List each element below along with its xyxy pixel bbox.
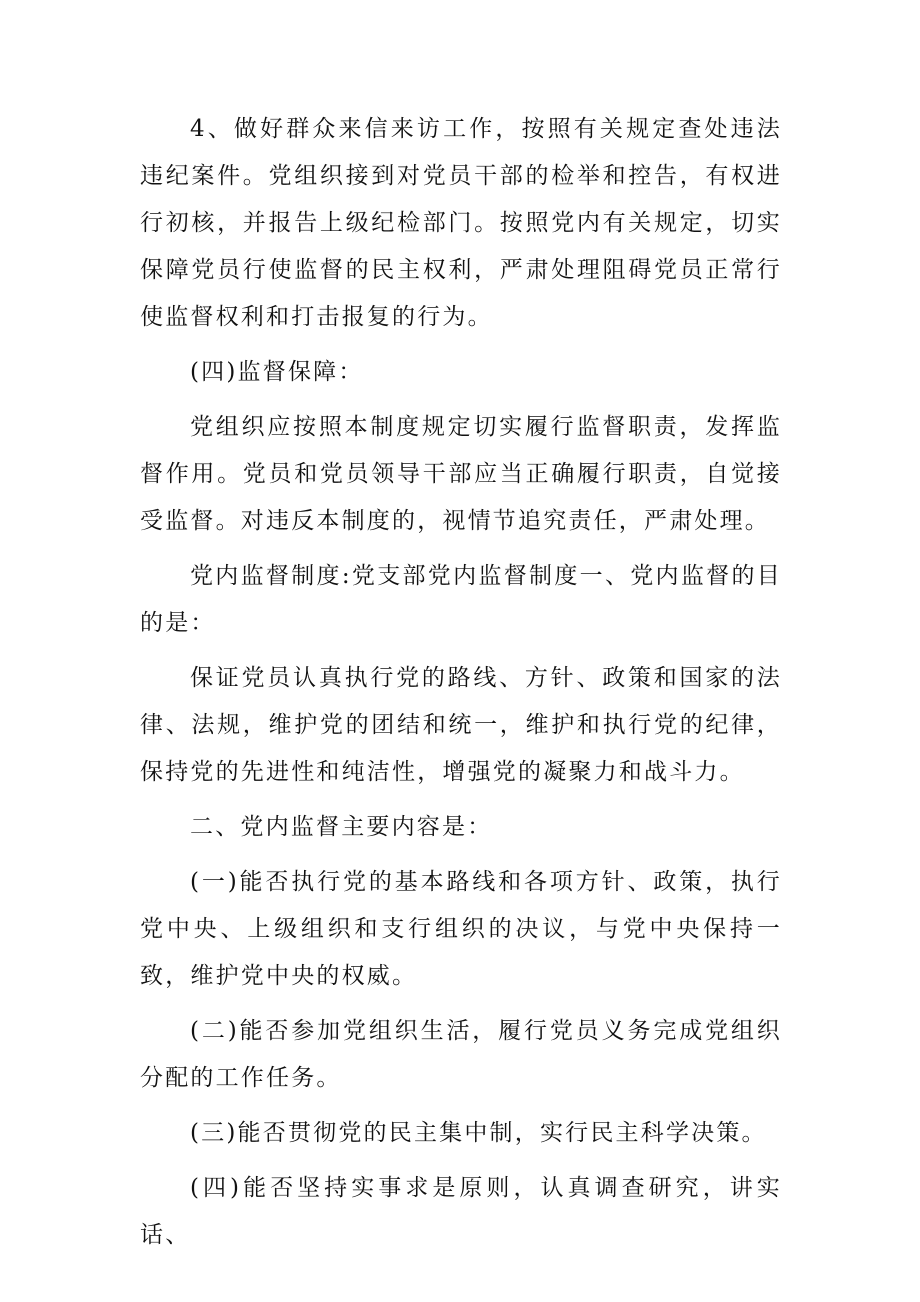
heading-main-content: 二、党内监督主要内容是： xyxy=(190,814,493,840)
list-item-2: (二)能否参加党组织生活，履行党员义务完成党组织分配的工作任务。 xyxy=(140,1018,782,1091)
list-item-4: (四)能否坚持实事求是原则，认真调查研究，讲实话、 xyxy=(140,1175,782,1248)
list-item-1: (一)能否执行党的基本路线和各项方针、政策，执行党中央、上级组织和支行组织的决议，与党中央保持一致，维护党中央的权威。 xyxy=(140,869,782,989)
list-item-3: (三)能否贯彻党的民主集中制，实行民主科学决策。 xyxy=(190,1120,767,1146)
heading-supervision-guarantee: (四)监督保障： xyxy=(190,359,364,385)
paragraph-purpose: 保证党员认真执行党的路线、方针、政策和国家的法律、法规，维护党的团结和统一，维护和执行党的纪律，保持党的先进性和纯洁性，增强党的凝聚力和战斗力。 xyxy=(140,665,782,785)
paragraph-system-purpose-intro: 党内监督制度:党支部党内监督制度一、党内监督的目的是： xyxy=(140,563,782,636)
paragraph-supervision-duties: 党组织应按照本制度规定切实履行监督职责，发挥监督作用。党员和党员领导干部应当正确履行职责，自觉接受监督。对违反本制度的，视情节追究责任，严肃处理。 xyxy=(140,414,782,534)
paragraph-complaints-handling: 4、做好群众来信来访工作，按照有关规定查处违法违纪案件。党组织接到对党员干部的检举和控告，有权进行初核，并报告上级纪检部门。按照党内有关规定，切实保障党员行使监督的民主权利，严肃处理阻碍党员正常行使监督权利和打击报复的行为。 xyxy=(140,116,782,330)
